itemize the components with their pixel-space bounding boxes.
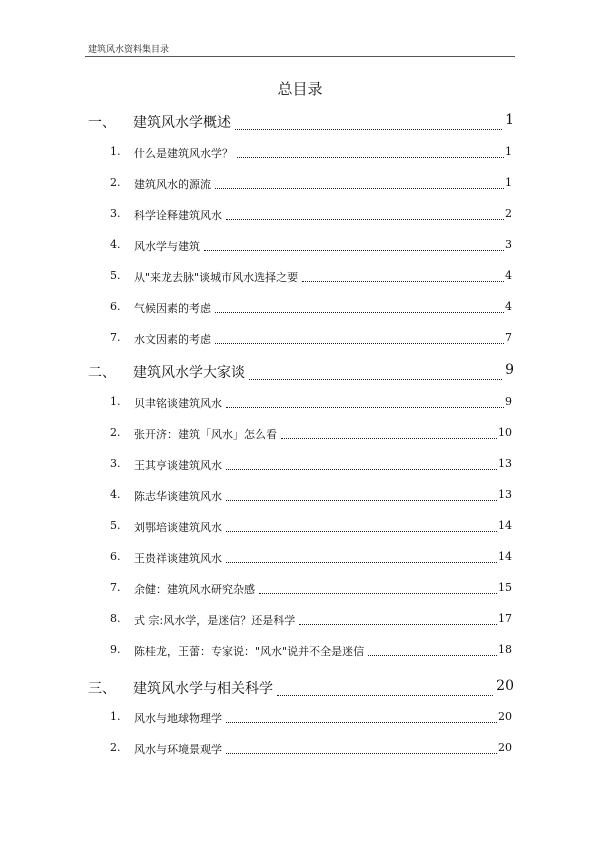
toc-item bbox=[0, 519, 600, 535]
item-title: 水文因素的考虑 bbox=[134, 333, 211, 346]
item-number: 5. bbox=[110, 519, 121, 532]
item-title: 气候因素的考虑 bbox=[134, 302, 211, 315]
chapter-title: 建筑风水学与相关科学 bbox=[133, 681, 273, 697]
dot-leader bbox=[277, 695, 493, 696]
page-number: 13 bbox=[498, 457, 512, 470]
item-title: 陈志华谈建筑风水 bbox=[134, 490, 222, 503]
item-title: 王贵祥谈建筑风水 bbox=[134, 552, 222, 565]
page-number: 20 bbox=[498, 710, 512, 723]
item-number: 4. bbox=[110, 238, 121, 251]
page-number: 18 bbox=[498, 643, 512, 656]
item-number: 4. bbox=[110, 488, 121, 501]
toc-item bbox=[0, 426, 600, 442]
chapter-number: 二、 bbox=[88, 365, 116, 381]
dot-leader bbox=[281, 438, 497, 439]
item-title: 风水与地球物理学 bbox=[134, 712, 222, 725]
toc-item bbox=[0, 176, 600, 192]
toc-item bbox=[0, 457, 600, 473]
item-number: 2. bbox=[110, 426, 121, 439]
item-number: 8. bbox=[110, 612, 121, 625]
item-title: 什么是建筑风水学？ bbox=[134, 147, 233, 160]
toc-chapter bbox=[0, 112, 600, 132]
item-title: 余健：建筑风水研究杂感 bbox=[134, 583, 255, 596]
toc-item bbox=[0, 395, 600, 411]
chapter-title: 建筑风水学概述 bbox=[133, 115, 231, 131]
page-number: 9 bbox=[505, 362, 514, 378]
item-number: 1. bbox=[110, 710, 121, 723]
dot-leader bbox=[235, 129, 502, 130]
dot-leader bbox=[215, 312, 504, 313]
item-number: 3. bbox=[110, 207, 121, 220]
page-number: 20 bbox=[496, 678, 514, 694]
toc-item bbox=[0, 741, 600, 757]
toc-item bbox=[0, 550, 600, 566]
page-number: 15 bbox=[498, 581, 512, 594]
item-number: 5. bbox=[110, 269, 121, 282]
item-number: 7. bbox=[110, 581, 121, 594]
toc-item bbox=[0, 710, 600, 726]
item-number: 9. bbox=[110, 643, 121, 656]
toc-chapter bbox=[0, 362, 600, 382]
dot-leader bbox=[237, 157, 504, 158]
item-number: 6. bbox=[110, 300, 121, 313]
page-title: 总目录 bbox=[277, 80, 323, 98]
toc-chapter bbox=[0, 678, 600, 698]
dot-leader bbox=[226, 753, 497, 754]
dot-leader bbox=[299, 624, 497, 625]
item-number: 3. bbox=[110, 457, 121, 470]
item-title: 陈桂龙，王蕾：专家说："风水"说并不全是迷信 bbox=[134, 645, 365, 658]
item-title: 科学诠释建筑风水 bbox=[134, 209, 222, 222]
item-title: 式 宗:风水学，是迷信？还是科学 bbox=[134, 614, 296, 627]
item-number: 2. bbox=[110, 176, 121, 189]
item-title: 从"来龙去脉"谈城市风水选择之要 bbox=[134, 271, 299, 284]
page-number: 7 bbox=[505, 331, 512, 344]
toc-item bbox=[0, 300, 600, 316]
item-title: 贝聿铭谈建筑风水 bbox=[134, 397, 222, 410]
page-number: 17 bbox=[498, 612, 512, 625]
toc-item bbox=[0, 488, 600, 504]
chapter-number: 三、 bbox=[88, 681, 116, 697]
page-number: 10 bbox=[498, 426, 512, 439]
toc-item bbox=[0, 207, 600, 223]
page-number: 13 bbox=[498, 488, 512, 501]
dot-leader bbox=[226, 531, 497, 532]
toc-item bbox=[0, 238, 600, 254]
item-number: 7. bbox=[110, 331, 121, 344]
item-title: 王其亨谈建筑风水 bbox=[134, 459, 222, 472]
dot-leader bbox=[226, 219, 504, 220]
dot-leader bbox=[215, 188, 504, 189]
dot-leader bbox=[249, 379, 502, 380]
page-number: 14 bbox=[498, 550, 512, 563]
toc-item bbox=[0, 269, 600, 285]
item-title: 建筑风水的源流 bbox=[134, 178, 211, 191]
dot-leader bbox=[204, 250, 504, 251]
item-number: 2. bbox=[110, 741, 121, 754]
toc-item bbox=[0, 643, 600, 659]
page-number: 1 bbox=[505, 176, 512, 189]
item-title: 张开济：建筑「风水」怎么看 bbox=[134, 428, 277, 441]
item-title: 风水学与建筑 bbox=[134, 240, 200, 253]
toc-item bbox=[0, 581, 600, 597]
page-number: 20 bbox=[498, 741, 512, 754]
dot-leader bbox=[226, 500, 497, 501]
dot-leader bbox=[302, 281, 504, 282]
dot-leader bbox=[259, 593, 497, 594]
page-number: 14 bbox=[498, 519, 512, 532]
item-number: 6. bbox=[110, 550, 121, 563]
page-number: 4 bbox=[505, 269, 512, 282]
dot-leader bbox=[215, 343, 504, 344]
running-header: 建筑风水资料集目录 bbox=[88, 45, 170, 55]
item-number: 1. bbox=[110, 145, 121, 158]
page-number: 2 bbox=[505, 207, 512, 220]
dot-leader bbox=[368, 655, 497, 656]
dot-leader bbox=[226, 407, 504, 408]
page-number: 1 bbox=[505, 112, 514, 128]
toc-item bbox=[0, 145, 600, 161]
dot-leader bbox=[226, 722, 497, 723]
toc-item bbox=[0, 331, 600, 347]
chapter-number: 一、 bbox=[88, 115, 116, 131]
dot-leader bbox=[226, 562, 497, 563]
page-number: 4 bbox=[505, 300, 512, 313]
page-number: 9 bbox=[505, 395, 512, 408]
item-title: 刘鄂培谈建筑风水 bbox=[134, 521, 222, 534]
chapter-title: 建筑风水学大家谈 bbox=[133, 365, 245, 381]
page-number: 3 bbox=[505, 238, 512, 251]
item-number: 1. bbox=[110, 395, 121, 408]
dot-leader bbox=[226, 469, 497, 470]
toc-item bbox=[0, 612, 600, 628]
item-title: 风水与环境景观学 bbox=[134, 743, 222, 756]
page-number: 1 bbox=[505, 145, 512, 158]
